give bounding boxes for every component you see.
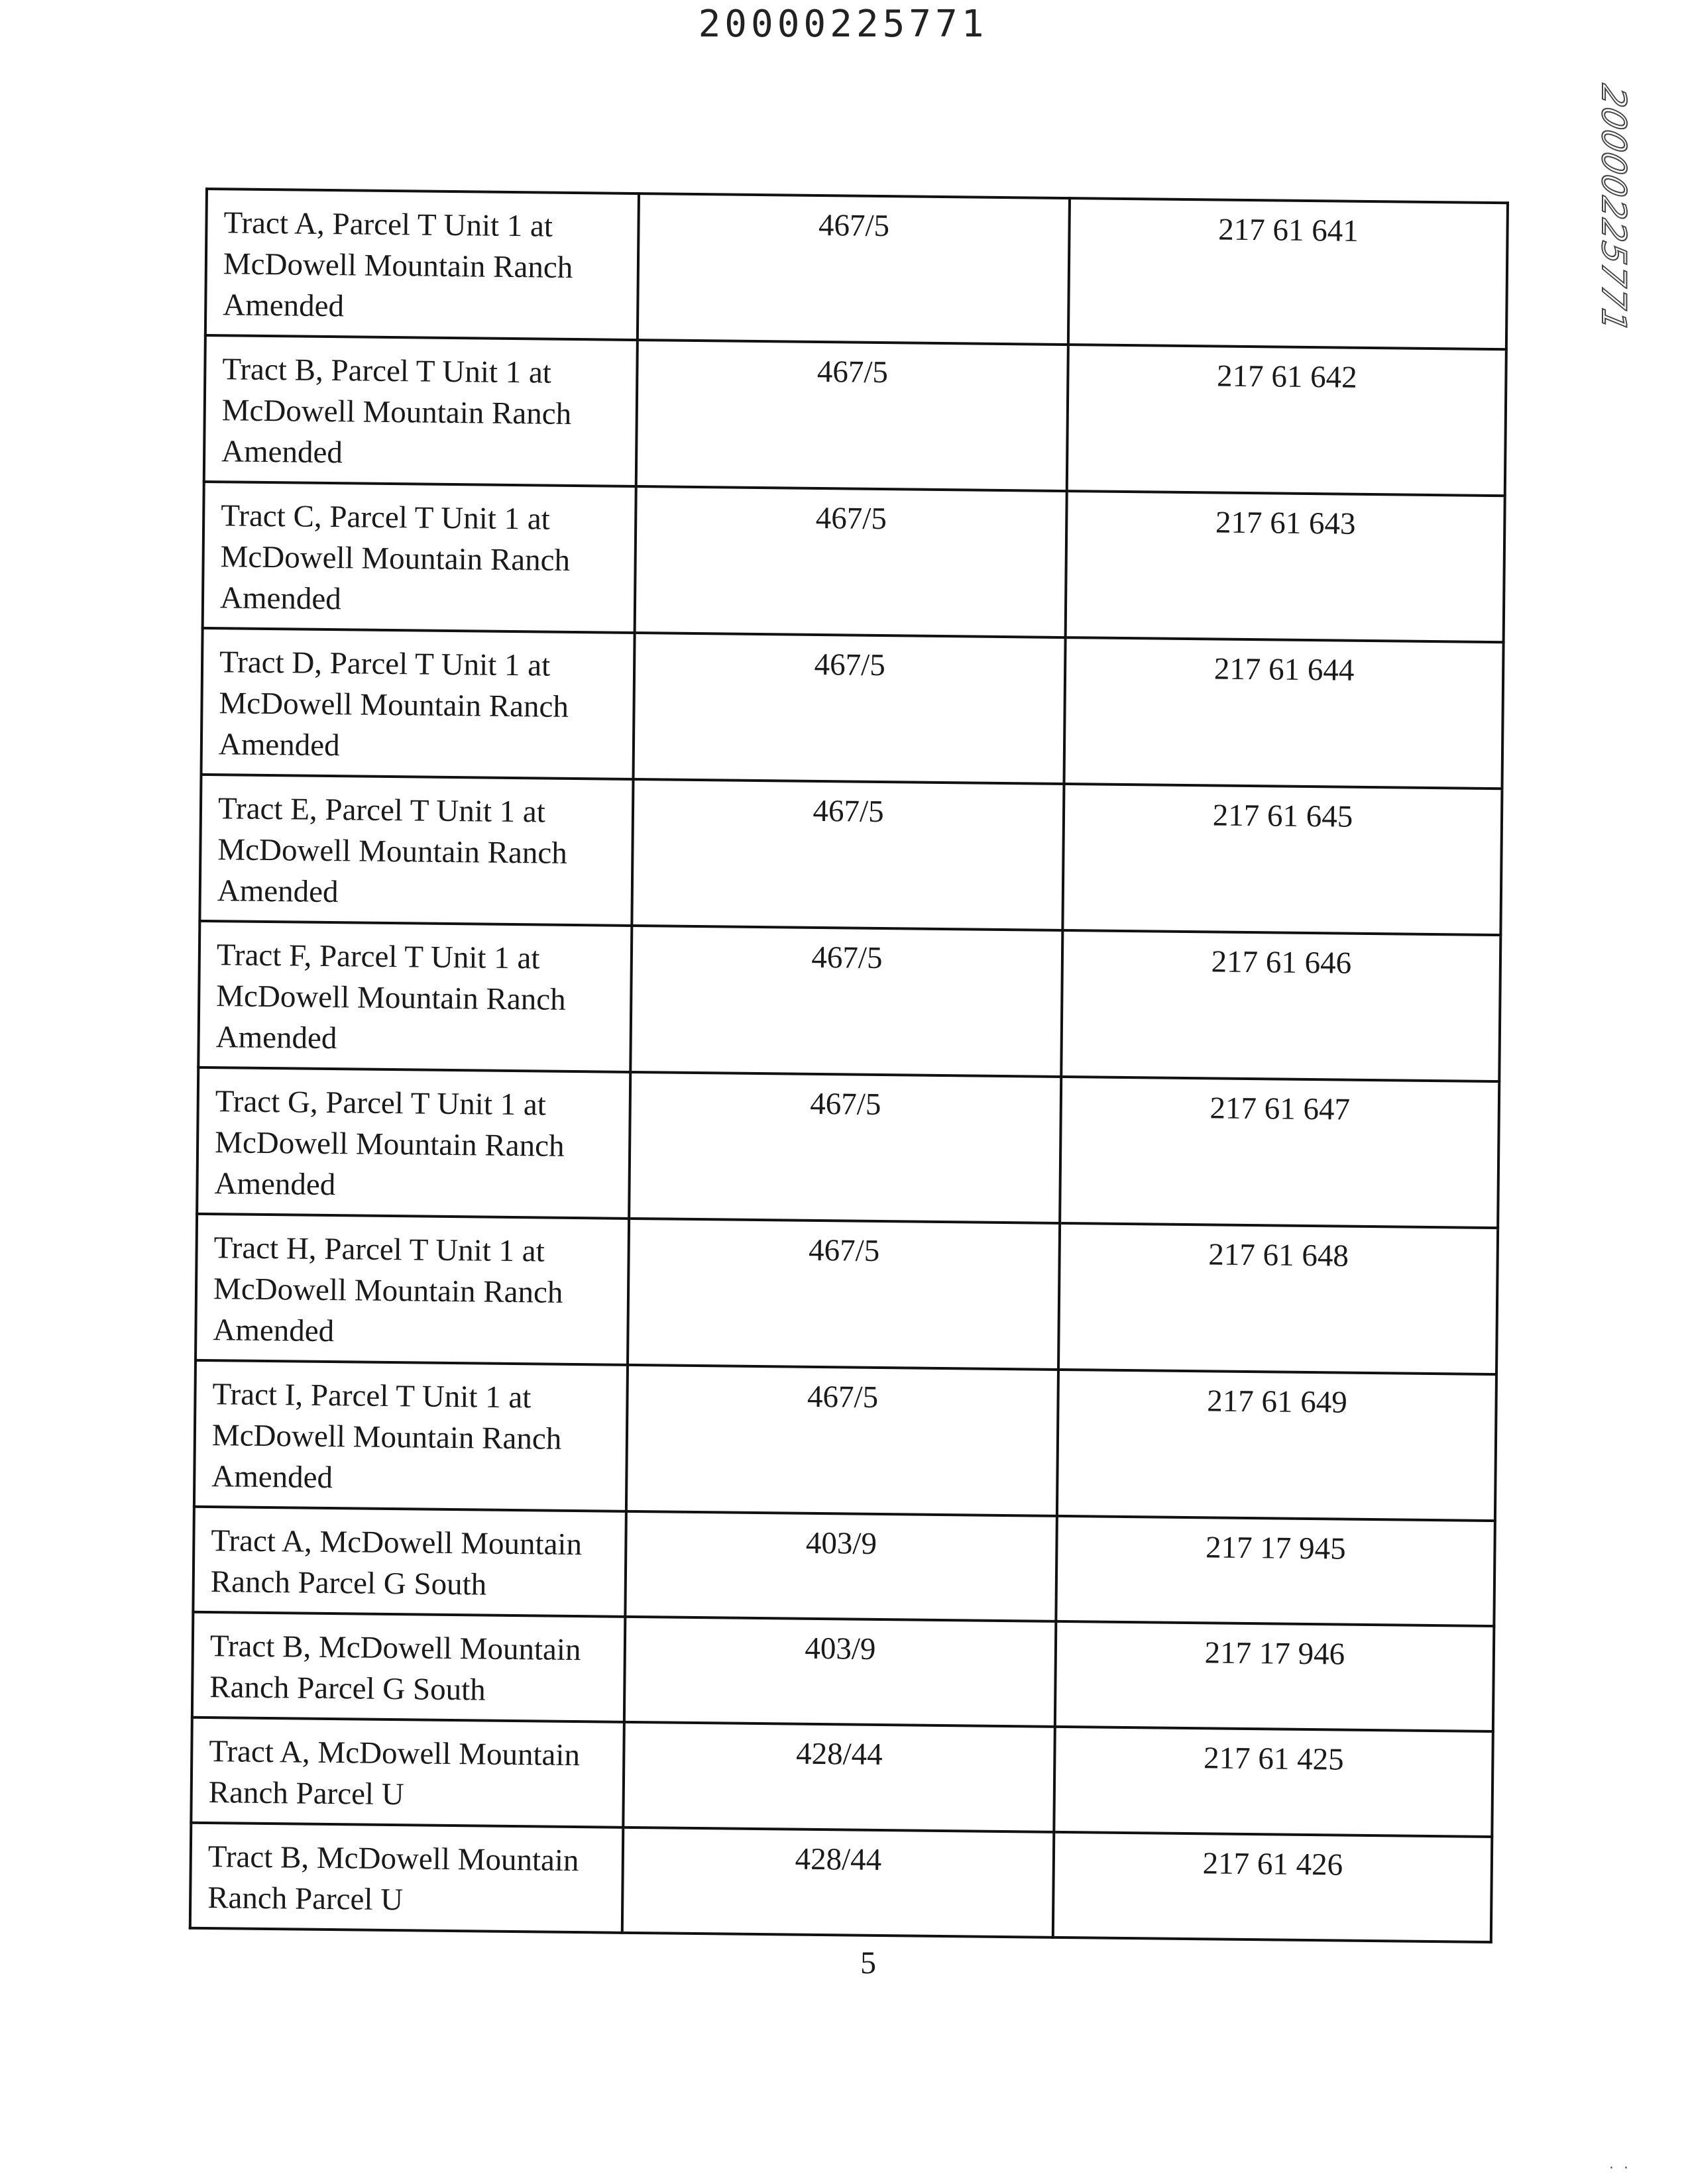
- book-page-cell: 467/5: [626, 1365, 1058, 1516]
- book-page-cell: 467/5: [629, 1072, 1061, 1223]
- table-row: [204, 335, 1506, 496]
- book-page-cell: 403/9: [625, 1511, 1057, 1621]
- tract-description-cell: Tract E, Parcel T Unit 1 at McDowell Mountain Ranch Amended: [199, 775, 633, 926]
- document-number: 20000225771: [698, 3, 988, 46]
- tract-description-cell: Tract B, Parcel T Unit 1 at McDowell Mountain Ranch Amended: [204, 335, 638, 486]
- table-row: [201, 628, 1503, 789]
- tract-description-cell: Tract F, Parcel T Unit 1 at McDowell Mountain Ranch Amended: [198, 921, 632, 1072]
- table-row: [194, 1360, 1496, 1521]
- table-row: [205, 189, 1508, 349]
- parcel-number-cell: 217 61 645: [1062, 784, 1502, 935]
- book-page-cell: 467/5: [635, 486, 1067, 637]
- parcel-number-cell: 217 61 643: [1066, 491, 1505, 642]
- book-page-cell: 467/5: [632, 779, 1064, 930]
- table-row: [197, 1067, 1499, 1228]
- tract-description-cell: Tract G, Parcel T Unit 1 at McDowell Mountain Ranch Amended: [197, 1067, 630, 1219]
- table-row: [198, 921, 1500, 1081]
- book-page-cell: 467/5: [630, 926, 1062, 1077]
- book-page-cell: 428/44: [623, 1722, 1055, 1832]
- book-page-cell: 467/5: [628, 1219, 1060, 1370]
- parcel-number-cell: 217 61 648: [1058, 1223, 1498, 1374]
- book-page-cell: 403/9: [624, 1617, 1056, 1727]
- tract-description-cell: Tract C, Parcel T Unit 1 at McDowell Mountain Ranch Amended: [203, 482, 636, 633]
- table-row: [199, 775, 1502, 935]
- parcel-number-cell: 217 61 641: [1068, 198, 1508, 349]
- book-page-cell: 467/5: [638, 193, 1070, 345]
- tract-parcel-table: [189, 188, 1509, 1943]
- parcel-number-cell: 217 61 646: [1061, 930, 1500, 1081]
- tract-description-cell: Tract B, McDowell Mountain Ranch Parcel G South: [192, 1612, 626, 1722]
- parcel-number-cell: 217 17 945: [1056, 1516, 1495, 1626]
- table-row: [193, 1507, 1495, 1626]
- page-number: 5: [860, 1945, 876, 1981]
- table-row: [191, 1718, 1493, 1837]
- parcel-number-cell: 217 61 426: [1053, 1832, 1492, 1942]
- parcel-number-cell: 217 61 647: [1060, 1077, 1499, 1228]
- book-page-cell: 428/44: [622, 1828, 1054, 1938]
- tract-description-cell: Tract I, Parcel T Unit 1 at McDowell Mountain Ranch Amended: [194, 1360, 628, 1511]
- margin-recording-stamp: [1587, 81, 1640, 337]
- table-row: [190, 1823, 1492, 1942]
- parcel-number-cell: 217 61 644: [1064, 637, 1503, 789]
- tract-description-cell: Tract B, McDowell Mountain Ranch Parcel U: [190, 1823, 624, 1933]
- table-row: [203, 482, 1505, 642]
- scan-speck-mark: · ·: [1609, 2160, 1631, 2177]
- tract-description-cell: Tract H, Parcel T Unit 1 at McDowell Mountain Ranch Amended: [196, 1214, 629, 1365]
- parcel-number-cell: 217 61 642: [1067, 345, 1506, 496]
- tract-description-cell: Tract A, Parcel T Unit 1 at McDowell Mountain Ranch Amended: [205, 189, 639, 340]
- table-row: [192, 1612, 1494, 1731]
- table-row: [196, 1214, 1498, 1374]
- tract-description-cell: Tract A, McDowell Mountain Ranch Parcel U: [191, 1718, 624, 1828]
- book-page-cell: 467/5: [636, 340, 1068, 491]
- book-page-cell: 467/5: [633, 633, 1065, 784]
- margin-stamp-text: 20000225771: [1595, 81, 1633, 337]
- parcel-number-cell: 217 61 649: [1057, 1370, 1496, 1521]
- tract-description-cell: Tract A, McDowell Mountain Ranch Parcel G South: [193, 1507, 626, 1617]
- parcel-number-cell: 217 17 946: [1055, 1621, 1494, 1731]
- parcel-number-cell: 217 61 425: [1054, 1727, 1493, 1837]
- tract-description-cell: Tract D, Parcel T Unit 1 at McDowell Mountain Ranch Amended: [201, 628, 634, 779]
